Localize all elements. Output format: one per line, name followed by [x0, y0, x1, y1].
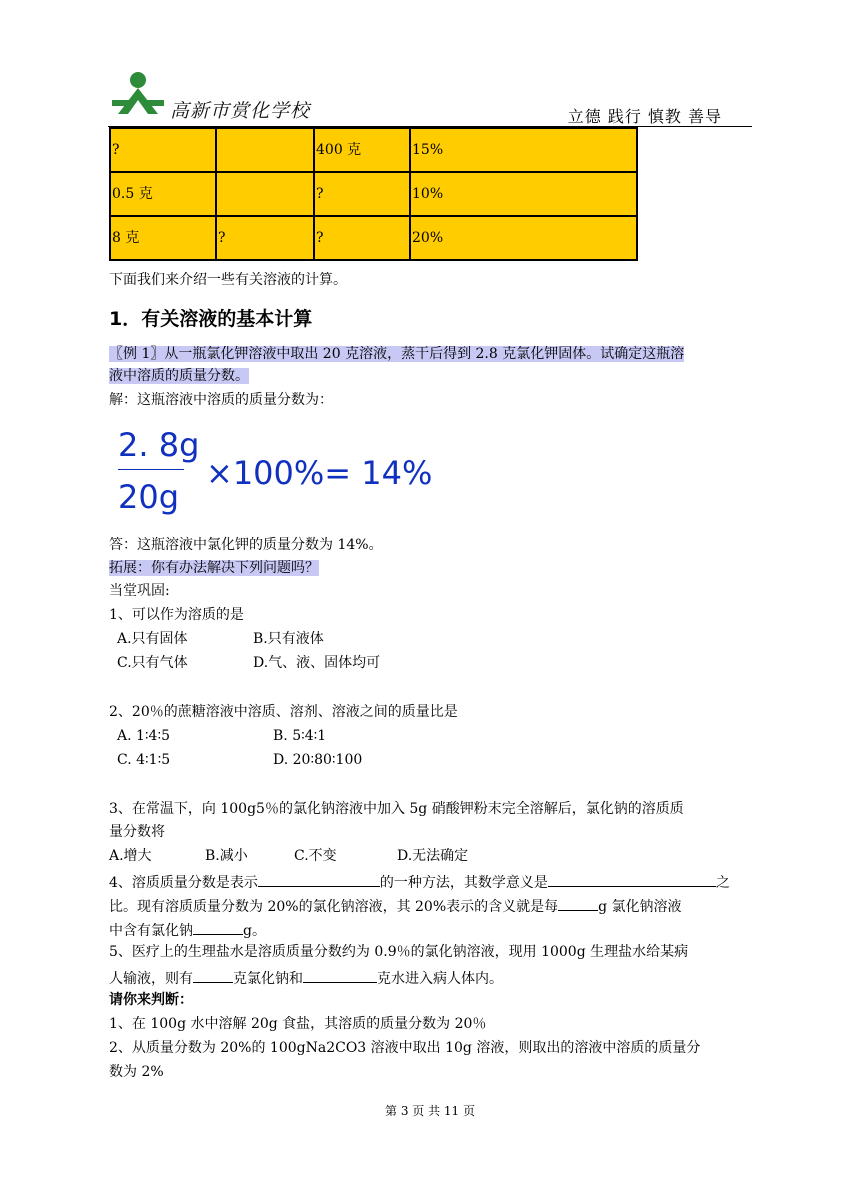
q4-text: 中含有氯化钠 [109, 923, 193, 939]
q5-text: 克水进入病人体内。 [377, 971, 503, 987]
extension-text: 拓展：你有办法解决下列问题吗？ [109, 560, 319, 576]
table-cell: ? [314, 216, 410, 260]
q3-line-1: 3、在常温下，向 100g5％的氯化钠溶液中加入 5g 硝酸钾粉末完全溶解后，氯化钠的溶质质 [109, 801, 684, 817]
q4-line-2 [109, 894, 682, 917]
q5-line-2 [109, 966, 503, 989]
header [108, 68, 752, 128]
q4-blank-3[interactable] [558, 894, 598, 911]
q2-option-a: A. 1∶4∶5 [117, 728, 171, 744]
table-cell: 10% [410, 172, 637, 216]
judge-item-2: 2、从质量分数为 20%的 100gNa2CO3 溶液中取出 10g 溶液，则取出的溶液中溶质的质量分 [109, 1040, 701, 1056]
table-row [110, 172, 637, 216]
solution-label: 解：这瓶溶液中溶质的质量分数为： [109, 392, 333, 408]
judge-title: 请你来判断： [109, 992, 193, 1008]
q4-text: g。 [243, 923, 266, 939]
q2-option-d: D. 20∶80∶100 [273, 752, 363, 768]
fraction-bar [118, 469, 184, 470]
example-text: 〖例 1〗从一瓶氯化钾溶液中取出 20 克溶液，蒸干后得到 2.8 克氯化钾固体。试确定这瓶溶 [109, 346, 685, 362]
q4-blank-2[interactable] [548, 870, 716, 887]
formula-numerator: 2. 8g [118, 426, 200, 464]
q1-option-a: A.只有固体 [117, 631, 188, 647]
q5-line-1: 5、医疗上的生理盐水是溶质质量分数约为 0.9％的氯化钠溶液，现用 1000g 生理盐水给某病 [109, 944, 689, 960]
formula-denominator: 20g [118, 478, 180, 516]
q5-blank-2[interactable] [303, 966, 377, 983]
table-row [110, 216, 637, 260]
q3-option-c: C.不变 [294, 848, 337, 864]
q4-text: 之 [715, 875, 730, 891]
q4-blank-4[interactable] [193, 918, 243, 935]
header-motto: 立德 践行 慎教 善导 [567, 107, 722, 126]
table-row [110, 128, 637, 172]
q4-line-3 [109, 918, 266, 941]
table-cell: 20% [410, 216, 637, 260]
section-title: 1．有关溶液的基本计算 [109, 308, 313, 330]
q5-blank-1[interactable] [193, 966, 233, 983]
q4-line-1 [109, 870, 730, 893]
q5-text: 克氯化钠和 [233, 971, 303, 987]
table-cell: ? [216, 216, 314, 260]
q2-option-b: B. 5∶4∶1 [273, 728, 327, 744]
q4-text: g 氯化钠溶液 [598, 899, 682, 915]
judge-item-2-cont: 数为 2% [109, 1064, 164, 1080]
q2-option-c: C. 4∶1∶5 [117, 752, 171, 768]
q3-option-d: D.无法确定 [397, 848, 469, 864]
table-cell: 15% [410, 128, 637, 172]
table-cell: 0.5 克 [110, 172, 216, 216]
q1-stem: 1、可以作为溶质的是 [109, 607, 244, 623]
example-text: 液中溶质的质量分数。 [109, 368, 249, 384]
q1-option-c: C.只有气体 [117, 655, 188, 671]
q3-option-b: B.减小 [205, 848, 248, 864]
data-table [109, 127, 638, 261]
q4-blank-1[interactable] [258, 870, 380, 887]
answer-text: 答：这瓶溶液中氯化钾的质量分数为 14%。 [109, 537, 383, 553]
judge-item-1: 1、在 100g 水中溶解 20g 食盐，其溶质的质量分数为 20％ [109, 1016, 487, 1032]
page-footer: 第 3 页 共 11 页 [385, 1104, 475, 1118]
table-cell: 8 克 [110, 216, 216, 260]
table-cell: ? [314, 172, 410, 216]
formula-rest: ×100%= 14% [206, 454, 433, 492]
q3-option-a: A.增大 [109, 848, 152, 864]
q1-option-b: B.只有液体 [253, 631, 324, 647]
table-cell: ? [110, 128, 216, 172]
table-cell [216, 128, 314, 172]
example-line-2 [109, 366, 249, 386]
q1-option-d: D.气、液、固体均可 [253, 655, 381, 671]
logo-text: 高新市赏化学校 [170, 100, 311, 122]
table-cell: 400 克 [314, 128, 410, 172]
q4-text: 的一种方法，其数学意义是 [379, 875, 548, 891]
q5-text: 人输液，则有 [109, 971, 193, 987]
school-logo-icon [108, 70, 168, 120]
q4-text: 比。现有溶质质量分数为 20%的氯化钠溶液，其 20%表示的含义就是每 [109, 899, 559, 915]
q3-line-2: 量分数将 [109, 824, 165, 840]
intro-text: 下面我们来介绍一些有关溶液的计算。 [109, 272, 347, 288]
q4-text: 4、溶质质量分数是表示 [109, 875, 258, 891]
q2-stem: 2、20％的蔗糖溶液中溶质、溶剂、溶液之间的质量比是 [109, 704, 458, 720]
table-cell [216, 172, 314, 216]
extension-line [109, 558, 319, 578]
example-line-1 [109, 344, 684, 364]
practice-title: 当堂巩固: [109, 583, 170, 599]
